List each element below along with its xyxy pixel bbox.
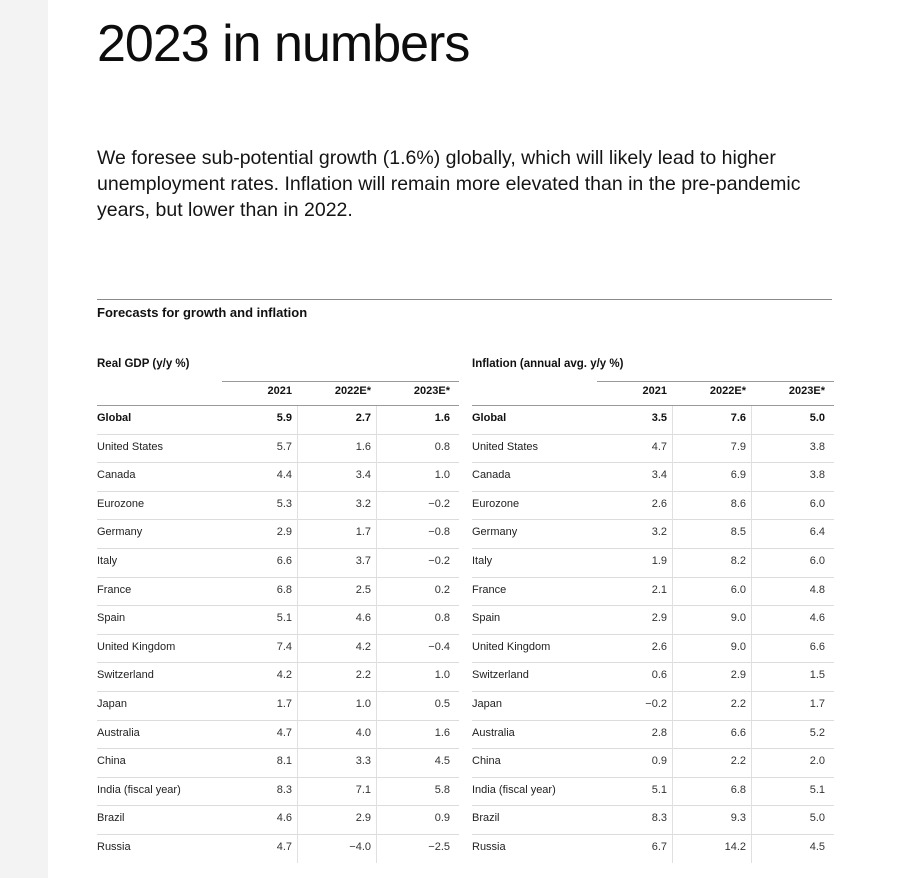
column-separator [672,635,673,663]
cell-value: 4.0 [355,726,371,739]
header-rule [222,381,459,382]
cell-value: 6.6 [276,554,292,567]
table-row [472,806,834,835]
cell-value: 8.1 [276,755,292,768]
cell-value: 4.4 [276,469,292,482]
column-separator [672,749,673,777]
cell-value: 9.3 [730,812,746,825]
cell-value: 2.9 [651,612,667,625]
column-separator [376,549,377,577]
cell-value: 14.2 [724,840,746,853]
cell-value: 1.5 [809,669,825,682]
row-label: Brazil [472,812,500,825]
cell-value: 5.1 [809,783,825,796]
column-separator [672,721,673,749]
column-separator [751,606,752,634]
cell-value: −0.2 [428,554,450,567]
column-separator [376,663,377,691]
row-label: United States [97,440,164,453]
column-separator [751,520,752,548]
cell-value: −0.2 [645,697,667,710]
column-separator [376,806,377,834]
table-row [97,492,459,521]
table-row [97,578,459,607]
table-row [97,778,459,807]
column-separator [751,549,752,577]
table-row [472,406,834,435]
cell-value: 4.6 [809,612,825,625]
cell-value: 0.8 [434,440,450,453]
row-label: Russia [472,840,506,853]
column-separator [297,835,298,863]
cell-value: 0.2 [434,583,450,596]
cell-value: 2.9 [276,526,292,539]
cell-value: 1.0 [434,669,450,682]
column-separator [376,606,377,634]
column-separator [376,406,377,434]
cell-value: 6.8 [276,583,292,596]
cell-value: 2.2 [730,755,746,768]
table-row [97,835,459,864]
cell-value: 2.7 [355,412,371,424]
column-separator [297,406,298,434]
cell-value: 6.4 [809,526,825,539]
cell-value: 3.3 [355,755,371,768]
row-label: India (fiscal year) [97,783,181,796]
column-separator [672,406,673,434]
cell-value: 2.9 [730,669,746,682]
column-separator [751,721,752,749]
cell-value: 5.1 [651,783,667,796]
column-separator [751,663,752,691]
row-label: Global [472,412,507,424]
column-separator [297,749,298,777]
cell-value: 4.8 [809,583,825,596]
cell-value: 6.0 [809,554,825,567]
table-row [97,663,459,692]
cell-value: −2.5 [428,840,450,853]
row-label: Switzerland [97,669,154,682]
cell-value: 2.2 [730,697,746,710]
column-separator [672,435,673,463]
col-year-2022e: 2022E* [709,385,746,397]
column-separator [297,520,298,548]
table-row [472,578,834,607]
row-label: Germany [472,526,518,539]
table-row [97,435,459,464]
cell-value: 2.6 [651,497,667,510]
cell-value: 4.7 [276,726,292,739]
cell-value: 0.5 [434,697,450,710]
cell-value: 3.2 [651,526,667,539]
row-label: Germany [97,526,143,539]
table-row [472,463,834,492]
gdp-table-body [97,406,459,864]
row-label: Eurozone [97,497,145,510]
column-separator [751,806,752,834]
header-rule [597,381,834,382]
table-row [472,692,834,721]
inflation-table [472,355,834,864]
cell-value: 5.3 [276,497,292,510]
row-label: Canada [97,469,136,482]
cell-value: 8.6 [730,497,746,510]
column-separator [297,692,298,720]
cell-value: 2.1 [651,583,667,596]
section-title: Forecasts for growth and inflation [97,305,308,320]
column-separator [672,778,673,806]
cell-value: 6.8 [730,783,746,796]
column-separator [751,463,752,491]
cell-value: 6.9 [730,469,746,482]
inflation-table-header [472,381,834,406]
column-separator [751,778,752,806]
col-year-2023e: 2023E* [413,385,450,397]
row-label: Italy [472,554,493,567]
table-row [97,692,459,721]
column-separator [751,835,752,863]
cell-value: 3.4 [355,469,371,482]
cell-value: 6.7 [651,840,667,853]
row-label: Spain [472,612,501,625]
table-row [97,549,459,578]
column-separator [297,606,298,634]
cell-value: 1.7 [809,697,825,710]
cell-value: 1.7 [276,697,292,710]
cell-value: 4.5 [434,755,450,768]
cell-value: 2.5 [355,583,371,596]
table-row [472,606,834,635]
cell-value: 0.9 [434,812,450,825]
cell-value: 5.0 [809,412,825,424]
cell-value: 1.0 [355,697,371,710]
column-separator [297,635,298,663]
cell-value: 8.5 [730,526,746,539]
column-separator [376,749,377,777]
column-separator [297,463,298,491]
table-row [97,806,459,835]
gdp-table-header [97,381,459,406]
table-row [97,520,459,549]
cell-value: 2.2 [355,669,371,682]
column-separator [672,806,673,834]
cell-value: 7.1 [355,783,371,796]
column-separator [297,492,298,520]
cell-value: 7.9 [730,440,746,453]
col-year-2021: 2021 [267,385,292,397]
row-label: United Kingdom [97,640,176,653]
cell-value: 4.7 [276,840,292,853]
column-separator [751,406,752,434]
cell-value: 3.8 [809,469,825,482]
row-label: Australia [472,726,515,739]
row-label: China [97,755,126,768]
cell-value: 5.2 [809,726,825,739]
column-separator [751,749,752,777]
row-label: India (fiscal year) [472,783,556,796]
table-row [472,749,834,778]
table-row [97,749,459,778]
table-row [472,778,834,807]
table-row [472,549,834,578]
cell-value: 3.2 [355,497,371,510]
cell-value: 1.0 [434,469,450,482]
cell-value: 7.4 [276,640,292,653]
table-row [97,406,459,435]
cell-value: 3.7 [355,554,371,567]
table-row [472,492,834,521]
column-separator [376,721,377,749]
column-separator [376,692,377,720]
column-separator [297,549,298,577]
table-row [472,835,834,864]
row-label: China [472,755,501,768]
column-separator [376,520,377,548]
col-year-2023e: 2023E* [788,385,825,397]
cell-value: 2.6 [651,640,667,653]
cell-value: 6.0 [730,583,746,596]
page-content [97,0,832,878]
inflation-table-title: Inflation (annual avg. y/y %) [472,358,624,370]
row-label: Eurozone [472,497,520,510]
cell-value: 3.5 [651,412,667,424]
cell-value: 3.8 [809,440,825,453]
cell-value: 1.6 [355,440,371,453]
column-separator [672,663,673,691]
row-label: Russia [97,840,131,853]
column-separator [751,492,752,520]
row-label: Global [97,412,132,424]
table-row [97,463,459,492]
cell-value: 8.3 [651,812,667,825]
cell-value: 5.9 [276,412,292,424]
column-separator [376,835,377,863]
gdp-table [97,355,459,864]
cell-value: −4.0 [349,840,371,853]
column-separator [751,635,752,663]
cell-value: 0.8 [434,612,450,625]
col-year-2022e: 2022E* [334,385,371,397]
column-separator [672,578,673,606]
table-row [472,635,834,664]
cell-value: 3.4 [651,469,667,482]
column-separator [297,663,298,691]
cell-value: 4.6 [355,612,371,625]
cell-value: 8.2 [730,554,746,567]
cell-value: 4.7 [651,440,667,453]
cell-value: 8.3 [276,783,292,796]
cell-value: 4.6 [276,812,292,825]
cell-value: 6.6 [809,640,825,653]
column-separator [751,578,752,606]
cell-value: 1.6 [434,726,450,739]
cell-value: 1.9 [651,554,667,567]
column-separator [297,778,298,806]
cell-value: 4.2 [355,640,371,653]
column-separator [672,835,673,863]
column-separator [751,692,752,720]
table-row [97,721,459,750]
cell-value: 0.9 [651,755,667,768]
row-label: Brazil [97,812,125,825]
column-separator [672,549,673,577]
cell-value: 0.6 [651,669,667,682]
column-separator [376,463,377,491]
col-year-2021: 2021 [642,385,667,397]
page-title: 2023 in numbers [97,15,470,73]
row-label: Italy [97,554,118,567]
table-row [472,435,834,464]
column-separator [672,520,673,548]
cell-value: −0.4 [428,640,450,653]
gdp-table-title: Real GDP (y/y %) [97,358,190,370]
column-separator [297,806,298,834]
column-separator [672,492,673,520]
cell-value: 4.2 [276,669,292,682]
cell-value: 6.0 [809,497,825,510]
cell-value: 2.8 [651,726,667,739]
row-label: United States [472,440,539,453]
column-separator [672,606,673,634]
cell-value: 2.0 [809,755,825,768]
cell-value: 5.0 [809,812,825,825]
cell-value: 5.1 [276,612,292,625]
table-row [97,606,459,635]
table-row [472,663,834,692]
cell-value: −0.2 [428,497,450,510]
column-separator [297,721,298,749]
cell-value: 2.9 [355,812,371,825]
cell-value: 9.0 [730,612,746,625]
cell-value: 1.7 [355,526,371,539]
inflation-table-body [472,406,834,864]
intro-paragraph: We foresee sub-potential growth (1.6%) globally, which will likely lead to higher unemployment rates. Inflation will remain more elevated than in the pre-pandemic years, but lower than in 2022. [97,147,801,221]
cell-value: 6.6 [730,726,746,739]
row-label: France [472,583,507,596]
column-separator [297,578,298,606]
cell-value: 1.6 [434,412,450,424]
column-separator [297,435,298,463]
table-row [472,721,834,750]
cell-value: 4.5 [809,840,825,853]
row-label: Canada [472,469,511,482]
column-separator [376,635,377,663]
row-label: Japan [472,697,502,710]
column-separator [376,492,377,520]
column-separator [672,692,673,720]
row-label: Japan [97,697,127,710]
row-label: France [97,583,132,596]
column-separator [376,578,377,606]
row-label: Switzerland [472,669,529,682]
column-separator [751,435,752,463]
cell-value: −0.8 [428,526,450,539]
row-label: United Kingdom [472,640,551,653]
cell-value: 7.6 [730,412,746,424]
column-separator [672,463,673,491]
column-separator [376,435,377,463]
row-label: Spain [97,612,126,625]
section-divider [97,299,832,300]
cell-value: 5.7 [276,440,292,453]
column-separator [376,778,377,806]
row-label: Australia [97,726,140,739]
left-rail [0,0,48,878]
cell-value: 9.0 [730,640,746,653]
table-row [472,520,834,549]
table-row [97,635,459,664]
cell-value: 5.8 [434,783,450,796]
